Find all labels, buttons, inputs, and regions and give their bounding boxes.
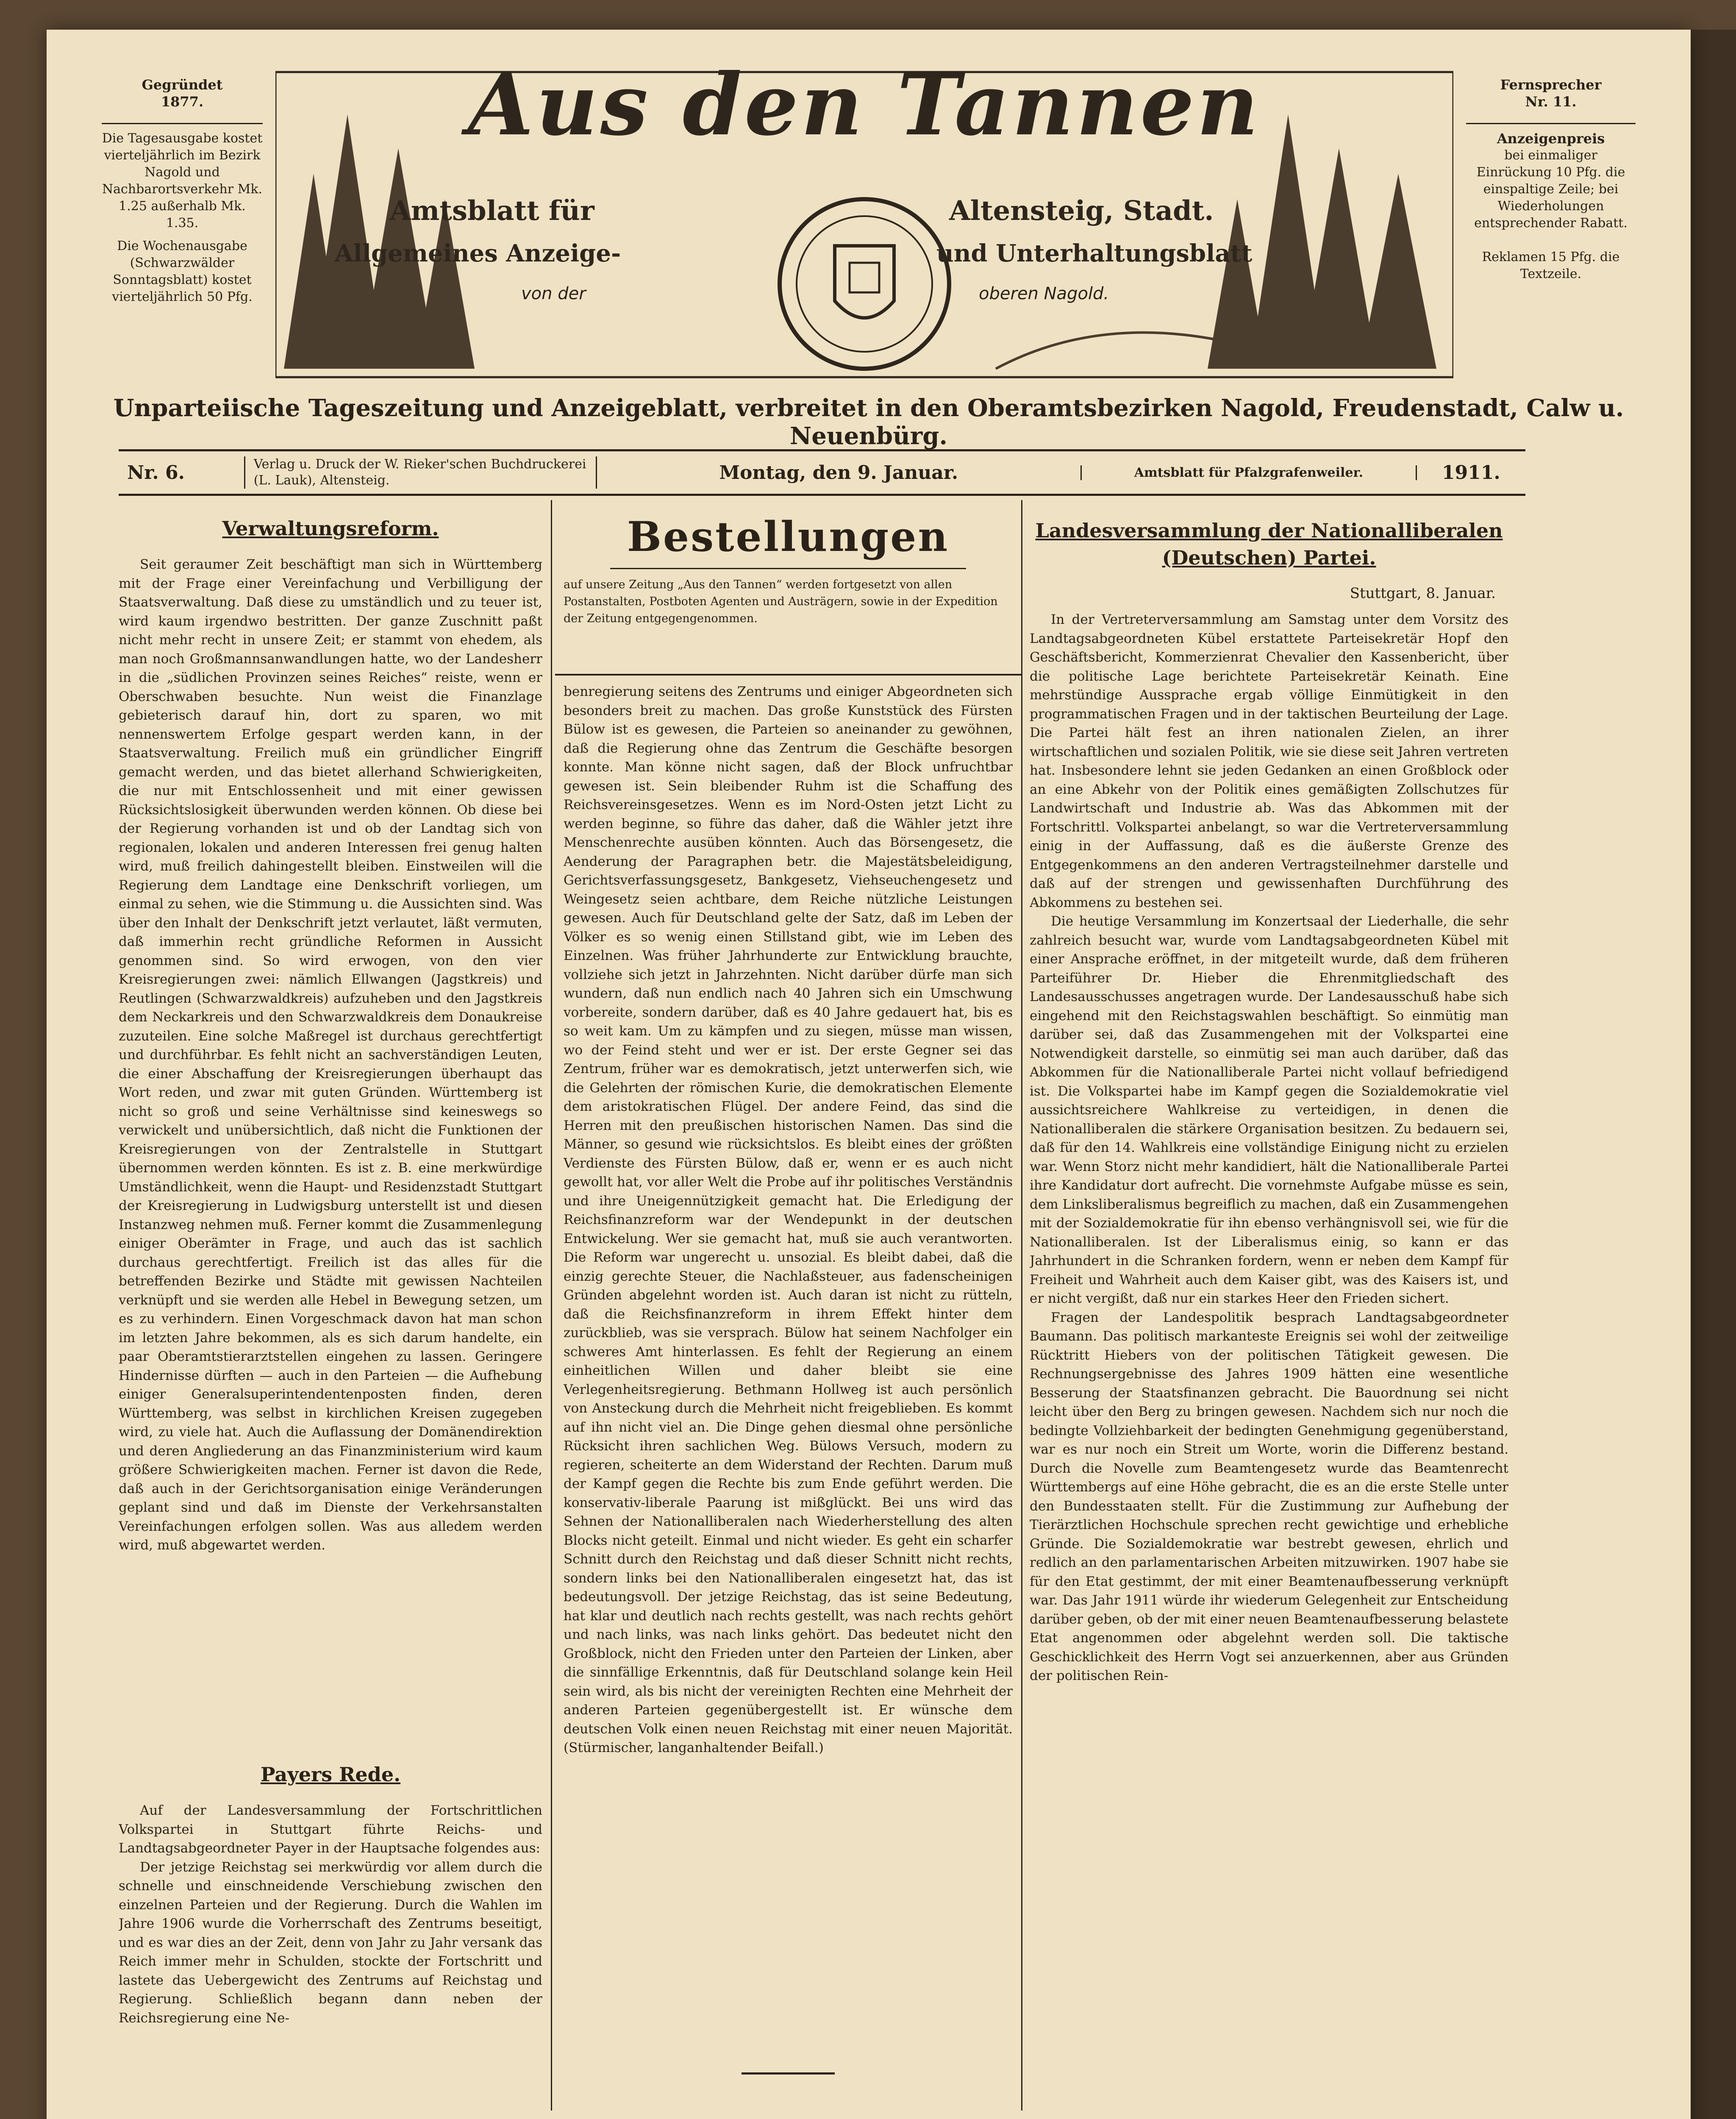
phone-number: Nr. 11.: [1525, 94, 1577, 110]
newspaper-tagline: Unparteiische Tageszeitung und Anzeigeblatt, verbreitet in den Oberamtsbezirken Nagold, Freudenstadt, Calw u. Neuenbürg.: [113, 394, 1624, 450]
masthead-line3-left: von der: [521, 284, 586, 303]
article-heading-payers-speech: Payers Rede.: [260, 1763, 401, 1786]
coat-of-arms-seal: [780, 199, 949, 369]
article-paragraph: Seit geraumer Zeit beschäftigt man sich in Württemberg mit der Frage einer Vereinfachung und Verbilligung der Staatsverwaltung. Daß diese zu umständlich und zu teuer ist, wird kaum irgendwo bestritten. Der ganze Zuschnitt paßt nicht mehr recht in unsere Zeit; er stammt von ehedem, als man noch Großmannsanwandlungen hatte, wo der Landesherr in die „südlichen Provinzen seines Reiches“ reiste, wenn er Oberschwaben besuchte. Nun weist die Finanzlage gebieterisch darauf hin, dort zu sparen, wo mit nennenswertem Erfolge gespart werden kann, in der Staatsverwaltung. Freilich muß ein gründlicher Eingriff gemacht werden, und das bietet allerhand Schwierigkeiten, die nur mit Entschlossenheit und mit einer gewissen Rücksichtslosigkeit überwunden werden können. Ob diese bei der Regierung vorhanden ist und ob der Landtag sich von regionalen, lokalen und anderen Interessen frei genug halten wird, muß freilich dahingestellt bleiben. Einstweilen will die Regierung dem Landtage eine Denkschrift vorliegen, um einmal zu sehen, wie die Stimmung u. die Aussichten sind. Was über den Inhalt der Denkschrift jetzt verlautet, läßt vermuten, daß immerhin recht gründliche Reformen in Aussicht genommen sind. So wird erwogen, von den vier Kreisregierungen zwei: nämlich Ellwangen (Jagstkreis) und Reutlingen (Schwarzwaldkreis) aufzuheben und den Jagstkreis dem Neckarkreis und den Schwarzwaldkreis dem Donaukreise zuzuteilen. Eine solche Maßregel ist durchaus gerechtfertigt und durchführbar. Es fehlt nicht an sachverständigen Leuten, die einer Abschaffung der Kreisregierungen überhaupt das Wort reden, und zwar mit guten Gründen. Württemberg ist nicht so groß und seine Verhältnisse sind keineswegs so verwickelt und unübersichtlich, daß nicht die Funktionen der Kreisregierungen von der Zentralstelle in Stuttgart übernommen werden könnten. Es ist z. B. eine merkwürdige Umständlichkeit, wenn die Haupt- und Residenzstadt Stuttgart der Kreisregierung in Ludwigsburg unterstellt ist und diesen Instanzweg nehmen muß. Ferner kommt die Zusammenlegung einiger Oberämter in Frage, und auch das ist sachlich durchaus gerechtfertigt. Freilich ist das alles für die betreffenden Bezirke und Städte mit gewissen Nachteilen verknüpft und sie werden alle Hebel in Bewegung setzen, um es zu verhindern. Einen Vorgeschmack davon hat man schon im letzten Jahre bekommen, als es sich darum handelte, ein paar Oberamtstierarztstellen eingehen zu lassen. Geringere Hindernisse dürften — auch in den Parteien — die Aufhebung einiger Generalsuperintendentenposten finden, deren Württemberg, was selbst in kirchlichen Kreisen zugegeben wird, zu viele hat. Auch die Auflassung der Domänendirektion und deren Angliederung an das Finanzministerium wird kaum größere Schwierigkeiten machen. Ferner ist davon die Rede, daß auch in der Gerichtsorganisation einige Veränderungen geplant sind und daß im Dienste der Verkehrsanstalten Vereinfachungen erfolgen sollen. Was aus alledem werden wird, muß abgewartet werden.: [119, 557, 542, 1553]
issue-year: 1911.: [1442, 462, 1500, 484]
article-body-national-liberals: [1030, 610, 1508, 2119]
subscription-notice-text: auf unsere Zeitung „Aus den Tannen“ werden fortgesetzt von allen Postanstalten, Postboten Agenten und Austrägern, sowie in der Expedition der Zeitung entgegengenommen.: [564, 578, 998, 625]
masthead-line2-right: und Unterhaltungsblatt: [936, 239, 1253, 267]
issue-date: Montag, den 9. Januar.: [719, 462, 958, 484]
masthead-subtitle-left: Amtsblatt für: [390, 195, 594, 227]
article-dateline: Stuttgart, 8. Januar.: [1350, 585, 1496, 602]
ad-price-label: Anzeigenpreis: [1497, 131, 1605, 147]
founded-year: 1877.: [161, 94, 204, 110]
right-info-box: [1466, 76, 1636, 283]
article-paragraph: Die heutige Versammlung im Konzertsaal der Liederhalle, die sehr zahlreich besucht war, wurde vom Landtagsabgeordneten Kübel mit einer Ansprache eröffnet, in der mitgeteilt wurde, daß dem früheren Parteiführer Dr. Hieber die Ehrenmitgliedschaft des Landesausschusses angetragen wurde. Der Landesausschuß habe sich eingehend mit den Reichstagswahlen beschäftigt. So einmütig man darüber sei, daß das Zusammengehen mit der Volkspartei eine Notwendigkeit darstelle, so einmütig sei man auch darüber, daß das Abkommen für die Nationalliberale Partei nicht vollauf befriedigend ist. Die Volkspartei habe im Kampf gegen die Sozialdemokratie viel aussichtsreichere Wahlkreise zu verteidigen, in denen die Nationalliberalen die stärkere Organisation besitzen. Zu bedauern sei, daß für den 14. Wahlkreis eine vollständige Einigung nicht zu erzielen war. Wenn Storz nicht mehr kandidiert, hält die Nationalliberale Partei ihre Kandidatur dort aufrecht. Die vornehmste Aufgabe müsse es sein, dem Linksliberalismus begreiflich zu machen, daß ein Zusammengehen mit der Sozialdemokratie für ihn ebenso verhängnisvoll sei, wie für die Nationalliberalen. Ist der Liberalismus einig, so kann er das Jahrhundert in die Schranken fordern, wenn er neben dem Kampf für Freiheit und Wahrheit auch dem Kaiser gibt, was des Kaisers ist, und er nicht vergißt, daß nur ein starkes Heer den Frieden sichert.: [1030, 914, 1508, 1306]
article-body-payers-speech: [119, 1801, 542, 2119]
masthead-title: Aus den Tannen: [468, 55, 1261, 155]
article-paragraph: In der Vertreterversammlung am Samstag unter dem Vorsitz des Landtagsabgeordneten Kübel erstattete Parteisekretär Hopf den Geschäftsbericht, Kommerzienrat Chevalier den Kassenbericht, über die politische Lage berichtete Parteisekretär Keinath. Eine mehrstündige Aussprache ergab völlige Einmütigkeit in den programmatischen Fragen und in der taktischen Beurteilung der Lage. Die Partei hält fest an ihren nationalen Zielen, an ihrer wirtschaftlichen und sozialen Politik, wie sie diese seit Jahren vertreten hat. Insbesondere lehnt sie jeden Gedanken an einen Großblock oder an eine Abkehr von der Politik eines gemäßigten Zollschutzes für Landwirtschaft und Industrie ab. Was das Abkommen mit der Fortschrittl. Volkspartei anbelangt, so war die Vertreterversammlung einig in der Auffassung, daß es die äußerste Grenze des Entgegenkommens an den anderen Vertragsteilnehmer darstelle und daß auf der strengen und gewissenhaften Durchführung des Abkommens zu bestehen sei.: [1030, 612, 1508, 910]
article-heading-administrative-reform: Verwaltungsreform.: [222, 517, 439, 540]
masthead-line3-right: oberen Nagold.: [979, 284, 1109, 303]
article-heading-national-liberals: Landesversammlung der Nationalliberalen (Deutschen) Partei.: [1035, 519, 1503, 569]
issue-info-bar: [119, 449, 1525, 496]
subscription-price: Die Tagesausgabe kostet vierteljährlich im Bezirk Nagold und Nachbarortsverkehr Mk. 1.25 außerhalb Mk. 1.35.: [102, 131, 263, 231]
article-paragraph: Der jetzige Reichstag sei merkwürdig vor allem durch die schnelle und einschneidende Verschiebung zwischen den einzelnen Parteien und der Regierung. Durch die Wahlen im Jahre 1906 wurde die Vorherrschaft des Zentrums beseitigt, und es war dies an der Zeit, denn von Jahr zu Jahr versank das Reich immer mehr in Schulden, stockte der Fortschritt und lastete das Uebergewicht des Zentrums auf Reichstag und Regierung. Schließlich begann dann neben der Reichsregierung eine Ne-: [119, 1859, 542, 2026]
notice-divider: [555, 674, 1021, 676]
scan-edge: [1689, 30, 1736, 2119]
publisher-info: Verlag u. Druck der W. Rieker'schen Buchdruckerei (L. Lauk), Altensteig.: [244, 456, 597, 489]
ad-price-text: bei einmaliger Einrückung 10 Pfg. die einspaltige Zeile; bei Wiederholungen entsprechender Rabatt.: [1474, 148, 1628, 231]
end-of-article-rule: [742, 2072, 835, 2075]
official-gazette-label: Amtsblatt für Pfalzgrafenweiler.: [1080, 465, 1417, 480]
article-body-payer-continued: [564, 682, 1013, 2068]
newspaper-page: [47, 30, 1691, 2119]
column-rule-2: [1021, 500, 1022, 2111]
article-paragraph: Auf der Landesversammlung der Fortschrittlichen Volkspartei in Stuttgart führte Reichs- und Landtagsabgeordneter Payer in der Hauptsache folgendes aus:: [119, 1803, 542, 1856]
masthead-subtitle-right: Altensteig, Stadt.: [949, 195, 1214, 227]
reclame-price: Reklamen 15 Pfg. die Textzeile.: [1482, 250, 1620, 281]
weekly-edition-price: Die Wochenausgabe (Schwarzwälder Sonntagsblatt) kostet vierteljährlich 50 Pfg.: [112, 239, 253, 304]
shield-icon: [835, 246, 894, 318]
issue-number: Nr. 6.: [127, 462, 185, 484]
founded-label: Gegründet: [142, 77, 223, 93]
article-paragraph: benregierung seitens des Zentrums und einiger Abgeordneten sich besonders breit zu machen. Das große Kunststück des Fürsten Bülow ist es gewesen, die Parteien so aneinander zu gewöhnen, daß die Regierung ohne das Zentrum die Geschäfte besorgen konnte. Man könne nicht sagen, daß der Block unfruchtbar gewesen ist. Sein bleibender Ruhm ist die Schaffung des Reichsvereinsgesetzes. Wenn es im Nord-Osten jetzt Licht zu werden beginne, so führe das daher, daß die Wähler jetzt ihre Menschenrechte ausüben könnten. Auch das Börsengesetz, die Aenderung der Paragraphen betr. die Majestätsbeleidigung, Gerichtsverfassungsgesetz, Bankgesetz, Viehseuchengesetz und Weingesetz seien achtbare, dem Reiche nützliche Leistungen gewesen. Auch für Deutschland gelte der Satz, daß im Leben der Völker es so wenig einen Stillstand gibt, wie im Leben des Einzelnen. Was früher Jahrhunderte zur Entwicklung brauchte, vollziehe sich jetzt in Jahrzehnten. Nicht darüber dürfe man sich wundern, daß nun endlich nach 40 Jahren sich ein Umschwung vorbereite, sondern darüber, daß es 40 Jahre gedauert hat, bis es so weit kam. Um zu kämpfen und zu siegen, müsse man wissen, wo der Feind steht und wer er ist. Der erste Gegner sei das Zentrum, früher war es demokratisch, jetzt unterwerfen sich, wie die Gelehrten der römischen Kurie, die demokratischen Elemente dem aristokratischen Flügel. Der andere Feind, das sind die Herren mit den preußischen historischen Namen. Das sind die Männer, so gesund wie rücksichtslos. Es bleibt eines der größten Verdienste des Fürsten Bülow, daß er, wenn er es auch nicht gewollt hat, vor aller Welt die Probe auf ihr politisches Verständnis und ihre Uneigennützigkeit gemacht hat. Die Erledigung der Reichsfinanzreform war der Wendepunkt in der deutschen Entwickelung. Wer sie gemacht hat, muß sie auch verantworten. Die Reform war ungerecht u. unsozial. Es bleibt dabei, daß die einzig gerechte Steuer, die Nachlaßsteuer, aus fadenscheinigen Gründen abgelehnt worden ist. Auch daran ist nicht zu rütteln, daß die Reichsfinanzreform in ihrem Effekt hinter dem zurückblieb, was sie versprach. Bülow hat seinem Nachfolger ein schweres Amt hinterlassen. Es fehlt der Regierung an einem einheitlichen Willen und daher bleibt sie eine Verlegenheitsregierung. Bethmann Hollweg ist auch persönlich von Ansteckung durch die Mehrheit nicht freigeblieben. Es kommt auf ihn nicht viel an. Die Dinge gehen diesmal ohne persönliche Rücksicht ihren sachlichen Weg. Bülows Versuch, modern zu regieren, scheiterte an dem Widerstand der Rechten. Darum muß der Kampf gegen die Rechte bis zum Ende geführt werden. Die konservativ-liberale Paarung ist mißglückt. Bei uns wird das Sehnen der Nationalliberalen nach Wiederherstellung des alten Blocks nicht geteilt. Einmal und nicht wieder. Es geht ein scharfer Schnitt durch den Reichstag und daß dieser Schnitt nicht rechts, sondern links bei den Nationalliberalen eingesetzt hat, das ist bedeutungsvoll. Der jetzige Reichstag, das ist seine Bedeutung, hat klar und deutlich nach rechts gestellt, was nach rechts gehört und nach links, was nach links gehört. Das bedeutet nicht den Großblock, nicht den Frieden unter den Parteien der Linken, aber die sinnfällige Erkenntnis, daß für Deutschland solange kein Heil sein wird, als bis nicht der vereinigten Rechten eine Mehrheit der anderen Parteien gegenübergestellt ist. Er wünsche dem deutschen Volk einen neuen Reichstag mit einer neuen Majorität. (Stürmischer, langanhaltender Beifall.): [564, 684, 1013, 1755]
subscription-notice-heading: Bestellungen: [627, 513, 950, 561]
phone-label: Fernsprecher: [1500, 77, 1602, 93]
article-paragraph: Fragen der Landespolitik besprach Landtagsabgeordneter Baumann. Das politisch markanteste Ereignis sei wohl der zeitweilige Rücktritt Hiebers von der politischen Tätigkeit gewesen. Die Rechnungsergebnisse des Jahres 1909 hätten eine wesentliche Besserung der Staatsfinanzen gebracht. Die Bauordnung sei nicht leicht über den Berg zu bringen gewesen. Nachdem sich nur noch die bedingte Vollziehbarkeit der bedingten Genehmigung gegenüberstand, war es nur noch ein Streit um Worte, worin die Differenz bestand. Durch die Novelle zum Beamtengesetz wurde das Beamtenrecht Württembergs auf eine Höhe gebracht, die es an die erste Stelle unter den Bundesstaaten stellt. Für die Zustimmung zur Aufhebung der Tierärztlichen Hochschule sprechen recht gewichtige und erhebliche Gründe. Die Sozialdemokratie war bestrebt gewesen, ehrlich und redlich an den parlamentarischen Arbeiten mitzuwirken. 1907 habe sie für den Etat gestimmt, der mit einer Beamtenaufbesserung verknüpft war. Das Jahr 1911 würde ihr wiederum Gelegenheit zur Entscheidung darüber geben, ob der mit einer neuen Beamtenaufbesserung belastete Etat angenommen oder abgelehnt werden soll. Die taktische Geschicklichkeit des Herrn Vogt sei anzuerkennen, aber aus Gründen der politischen Rein-: [1030, 1310, 1508, 1683]
heading-underline: [610, 568, 966, 569]
column-rule-1: [551, 500, 552, 2111]
masthead-line2-left: Allgemeines Anzeige-: [335, 239, 621, 267]
article-body-administrative-reform: [119, 555, 542, 1750]
left-info-box: [102, 76, 263, 306]
